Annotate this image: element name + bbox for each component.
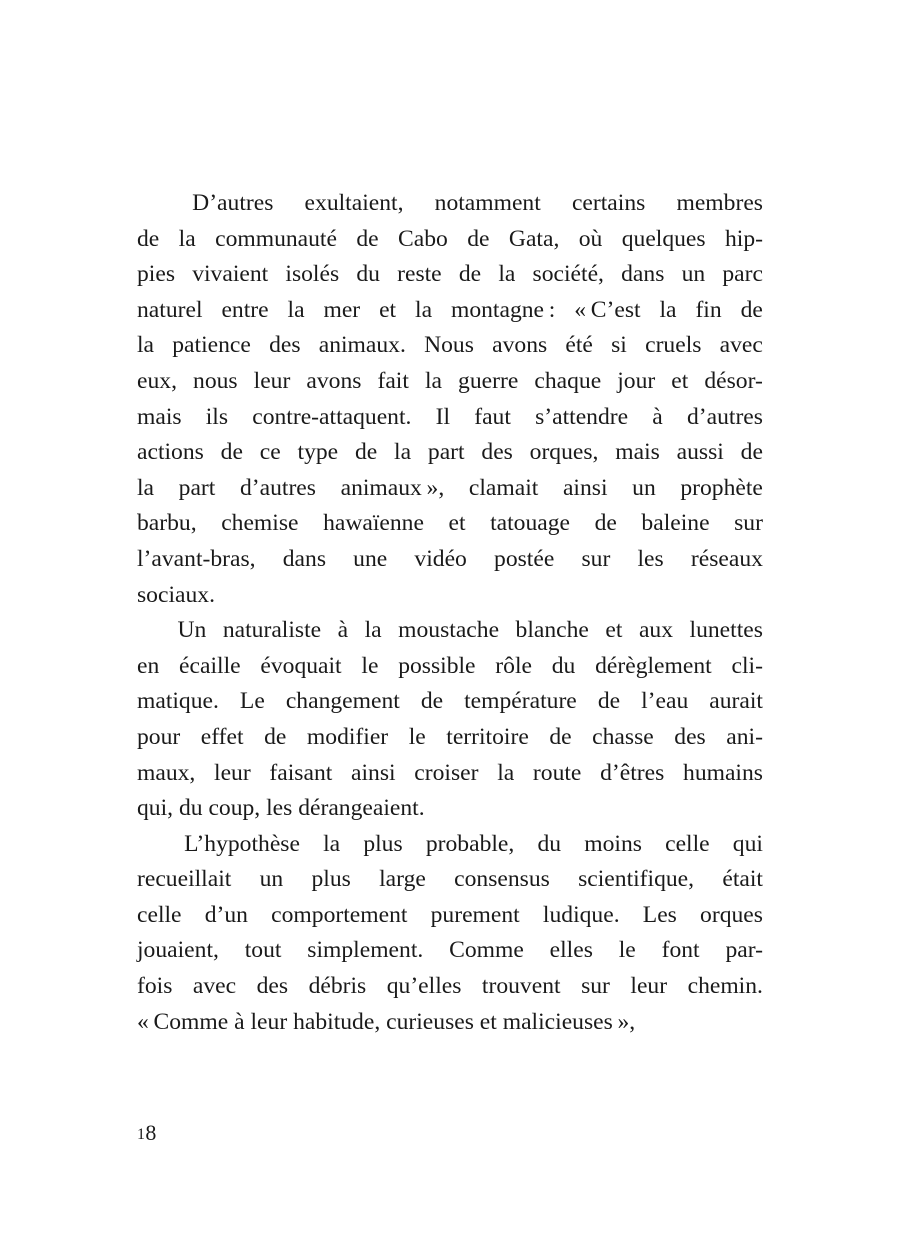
- word: naturaliste: [222, 617, 322, 644]
- word: nous: [193, 367, 238, 394]
- word: un: [259, 866, 284, 893]
- word: matique.: [137, 688, 219, 715]
- word: lunettes: [689, 617, 763, 644]
- text-line: [137, 186, 763, 222]
- word: vidéo: [414, 545, 467, 572]
- word: pies: [137, 261, 176, 288]
- word: chemise: [221, 510, 299, 537]
- word: l’avant-bras,: [137, 545, 256, 572]
- word: faisant: [269, 759, 333, 786]
- word: purement: [430, 901, 520, 928]
- word: de: [594, 510, 617, 537]
- word: chasse: [592, 723, 654, 750]
- word: aussi: [676, 439, 724, 466]
- text-line: [137, 364, 763, 400]
- word: baleine: [641, 510, 710, 537]
- word: où: [578, 225, 603, 252]
- word: Gata,: [508, 225, 560, 252]
- word: jour: [617, 367, 656, 394]
- word: évoquait: [260, 652, 342, 679]
- word: barbu,: [137, 510, 197, 537]
- word: patience: [172, 332, 251, 359]
- word: avec: [719, 332, 763, 359]
- text-line: [137, 506, 763, 542]
- word: notamment: [434, 190, 541, 216]
- word: la: [497, 759, 515, 786]
- word: leur: [630, 973, 668, 1000]
- word: du: [551, 652, 576, 679]
- word: leur: [214, 759, 251, 786]
- word: à: [337, 617, 349, 644]
- word: Un: [177, 617, 207, 644]
- word: changement: [285, 688, 400, 715]
- word: elles: [549, 937, 593, 964]
- text-line: [137, 257, 763, 293]
- word: territoire: [446, 723, 529, 750]
- word: dans: [621, 261, 665, 288]
- word: d’autres: [686, 403, 763, 430]
- word: le: [408, 723, 426, 750]
- word: eux,: [137, 367, 177, 394]
- word: d’un: [204, 901, 248, 928]
- text-line: [137, 542, 763, 578]
- word: la: [323, 830, 341, 857]
- word: et: [379, 296, 397, 323]
- text-line: [137, 756, 763, 792]
- word: plus: [363, 830, 403, 857]
- word: des: [481, 439, 513, 466]
- word: tatouage: [490, 510, 571, 537]
- word: d’autres: [239, 474, 316, 501]
- word: avec: [192, 973, 237, 1000]
- text-line: [137, 400, 763, 436]
- word: de: [740, 439, 763, 466]
- word: parc: [722, 261, 763, 288]
- word: de: [137, 225, 160, 252]
- text-line: [137, 862, 763, 898]
- word: part: [178, 474, 216, 501]
- word: D’autres: [192, 190, 274, 216]
- text-line: [137, 969, 763, 1005]
- word: tout: [244, 937, 282, 964]
- text-line: [137, 471, 763, 507]
- word: ainsi: [351, 759, 396, 786]
- word: une: [353, 545, 388, 572]
- word: scientifique,: [578, 866, 695, 893]
- word: avons: [306, 367, 362, 394]
- text-line: [137, 578, 763, 614]
- word: de: [458, 261, 482, 288]
- word: celle: [137, 901, 182, 928]
- word: la: [659, 296, 677, 323]
- word: de: [549, 723, 572, 750]
- word: Les: [642, 901, 677, 928]
- line-text: « Comme à leur habitude, curieuses et malicieuses »,: [137, 1008, 636, 1035]
- paragraph: [137, 186, 763, 613]
- word: possible: [398, 652, 476, 679]
- word: dérèglement: [595, 652, 712, 679]
- word: chemin.: [687, 973, 763, 1000]
- word: température: [464, 688, 577, 715]
- word: Nous: [424, 332, 474, 359]
- word: fois: [137, 973, 173, 1000]
- word: plus: [311, 866, 351, 893]
- word: mais: [137, 403, 182, 430]
- word: de: [220, 439, 243, 466]
- word: s’attendre: [535, 403, 629, 430]
- page-number-digit: 8: [145, 1120, 157, 1145]
- word: ainsi: [562, 474, 608, 501]
- word: prophète: [680, 474, 763, 501]
- line-text: qui, du coup, les dérangeaient.: [137, 795, 425, 822]
- word: faut: [474, 403, 511, 430]
- word: le: [618, 937, 636, 964]
- word: la: [178, 225, 196, 252]
- word: animaux »,: [340, 474, 445, 501]
- text-line: [137, 293, 763, 329]
- word: mais: [615, 439, 660, 466]
- word: ce: [259, 439, 281, 466]
- text-line: [137, 1005, 763, 1041]
- word: effet: [200, 723, 244, 750]
- word: probable,: [425, 830, 515, 857]
- word: de: [420, 688, 444, 715]
- word: rôle: [495, 652, 532, 679]
- word: la: [424, 367, 442, 394]
- word: sur: [734, 510, 763, 537]
- word: débris: [308, 973, 367, 1000]
- text-line: [137, 222, 763, 258]
- word: Comme: [449, 937, 524, 964]
- word: part: [427, 439, 465, 466]
- text-line: [137, 827, 763, 863]
- word: des: [269, 332, 301, 359]
- page-number-digit: 1: [137, 1126, 146, 1143]
- body-text-block: [137, 186, 763, 1040]
- word: reste: [397, 261, 442, 288]
- word: sur: [581, 545, 611, 572]
- word: humains: [683, 759, 763, 786]
- word: sur: [581, 973, 610, 1000]
- word: un: [632, 474, 656, 501]
- word: moins: [584, 830, 642, 857]
- word: la: [415, 296, 433, 323]
- word: qui: [732, 830, 763, 857]
- word: hawaïenne: [323, 510, 424, 537]
- line-text: sociaux.: [137, 581, 215, 608]
- word: large: [379, 866, 426, 893]
- word: la: [287, 296, 305, 323]
- word: croiser: [414, 759, 479, 786]
- word: de: [597, 688, 621, 715]
- paragraph: [137, 827, 763, 1041]
- word: par-: [725, 937, 763, 964]
- word: de: [356, 225, 379, 252]
- word: Il: [435, 403, 451, 430]
- text-line: [137, 435, 763, 471]
- word: et: [605, 617, 623, 644]
- word: aux: [638, 617, 674, 644]
- word: route: [532, 759, 582, 786]
- word: Le: [239, 688, 265, 715]
- word: la: [137, 474, 155, 501]
- word: Cabo: [398, 225, 448, 252]
- word: de: [264, 723, 287, 750]
- word: orques,: [529, 439, 599, 466]
- word: société,: [532, 261, 604, 288]
- word: la: [137, 332, 155, 359]
- word: clamait: [468, 474, 539, 501]
- word: font: [661, 937, 700, 964]
- word: été: [565, 332, 593, 359]
- word: l’eau: [641, 688, 689, 715]
- word: si: [611, 332, 627, 359]
- word: comportement: [271, 901, 408, 928]
- word: en: [137, 652, 160, 679]
- word: montagne :: [450, 296, 556, 323]
- word: isolés: [285, 261, 340, 288]
- word: quelques: [621, 225, 706, 252]
- word: communauté: [215, 225, 337, 252]
- word: la: [364, 617, 382, 644]
- word: celle: [665, 830, 710, 857]
- word: orques: [700, 901, 763, 928]
- word: cruels: [645, 332, 702, 359]
- word: des: [674, 723, 706, 750]
- word: ani-: [726, 723, 763, 750]
- word: du: [356, 261, 380, 288]
- text-line: [137, 613, 763, 649]
- paragraph-indent: [137, 827, 161, 863]
- word: la: [498, 261, 516, 288]
- word: était: [722, 866, 763, 893]
- word: le: [361, 652, 379, 679]
- word: du: [537, 830, 562, 857]
- word: moustache: [398, 617, 500, 644]
- word: contre-attaquent.: [252, 403, 412, 430]
- word: vivaient: [192, 261, 269, 288]
- word: maux,: [137, 759, 196, 786]
- word: guerre: [458, 367, 519, 394]
- word: aurait: [709, 688, 763, 715]
- word: écaille: [179, 652, 241, 679]
- word: membres: [676, 190, 763, 216]
- text-line: [137, 933, 763, 969]
- word: fin: [695, 296, 722, 323]
- word: la: [394, 439, 412, 466]
- word: à: [652, 403, 663, 430]
- word: actions: [137, 439, 204, 466]
- word: exultaient,: [304, 190, 404, 216]
- paragraph-indent: [137, 186, 161, 222]
- word: « C’est: [574, 296, 641, 323]
- word: leur: [253, 367, 291, 394]
- word: simplement.: [307, 937, 424, 964]
- word: blanche: [515, 617, 589, 644]
- word: avons: [492, 332, 548, 359]
- word: de: [740, 296, 763, 323]
- word: trouvent: [481, 973, 561, 1000]
- word: les: [637, 545, 664, 572]
- paragraph: [137, 613, 763, 827]
- word: qu’elles: [386, 973, 462, 1000]
- word: réseaux: [690, 545, 763, 572]
- word: certains: [571, 190, 646, 216]
- word: entre: [221, 296, 269, 323]
- word: désor-: [704, 367, 763, 394]
- word: chaque: [534, 367, 602, 394]
- word: pour: [137, 723, 181, 750]
- word: animaux.: [318, 332, 406, 359]
- word: de: [354, 439, 378, 466]
- text-line: [137, 720, 763, 756]
- word: hip-: [724, 225, 763, 252]
- word: mer: [323, 296, 361, 323]
- word: jouaient,: [137, 937, 219, 964]
- page-number: [137, 1118, 157, 1151]
- word: modifier: [306, 723, 389, 750]
- text-line: [137, 898, 763, 934]
- word: L’hypothèse: [184, 830, 300, 857]
- word: recueillait: [137, 866, 232, 893]
- text-line: [137, 649, 763, 685]
- word: postée: [494, 545, 555, 572]
- word: fait: [377, 367, 409, 394]
- word: des: [256, 973, 289, 1000]
- word: et: [671, 367, 689, 394]
- text-line: [137, 684, 763, 720]
- paragraph-indent: [137, 613, 161, 649]
- word: consensus: [454, 866, 550, 893]
- word: cli-: [731, 652, 763, 679]
- word: ludique.: [542, 901, 620, 928]
- word: naturel: [137, 296, 203, 323]
- word: de: [467, 225, 490, 252]
- word: un: [681, 261, 706, 288]
- word: d’êtres: [600, 759, 665, 786]
- word: type: [297, 439, 339, 466]
- word: ils: [205, 403, 229, 430]
- word: dans: [282, 545, 326, 572]
- text-line: [137, 328, 763, 364]
- word: et: [448, 510, 466, 537]
- text-line: [137, 791, 763, 827]
